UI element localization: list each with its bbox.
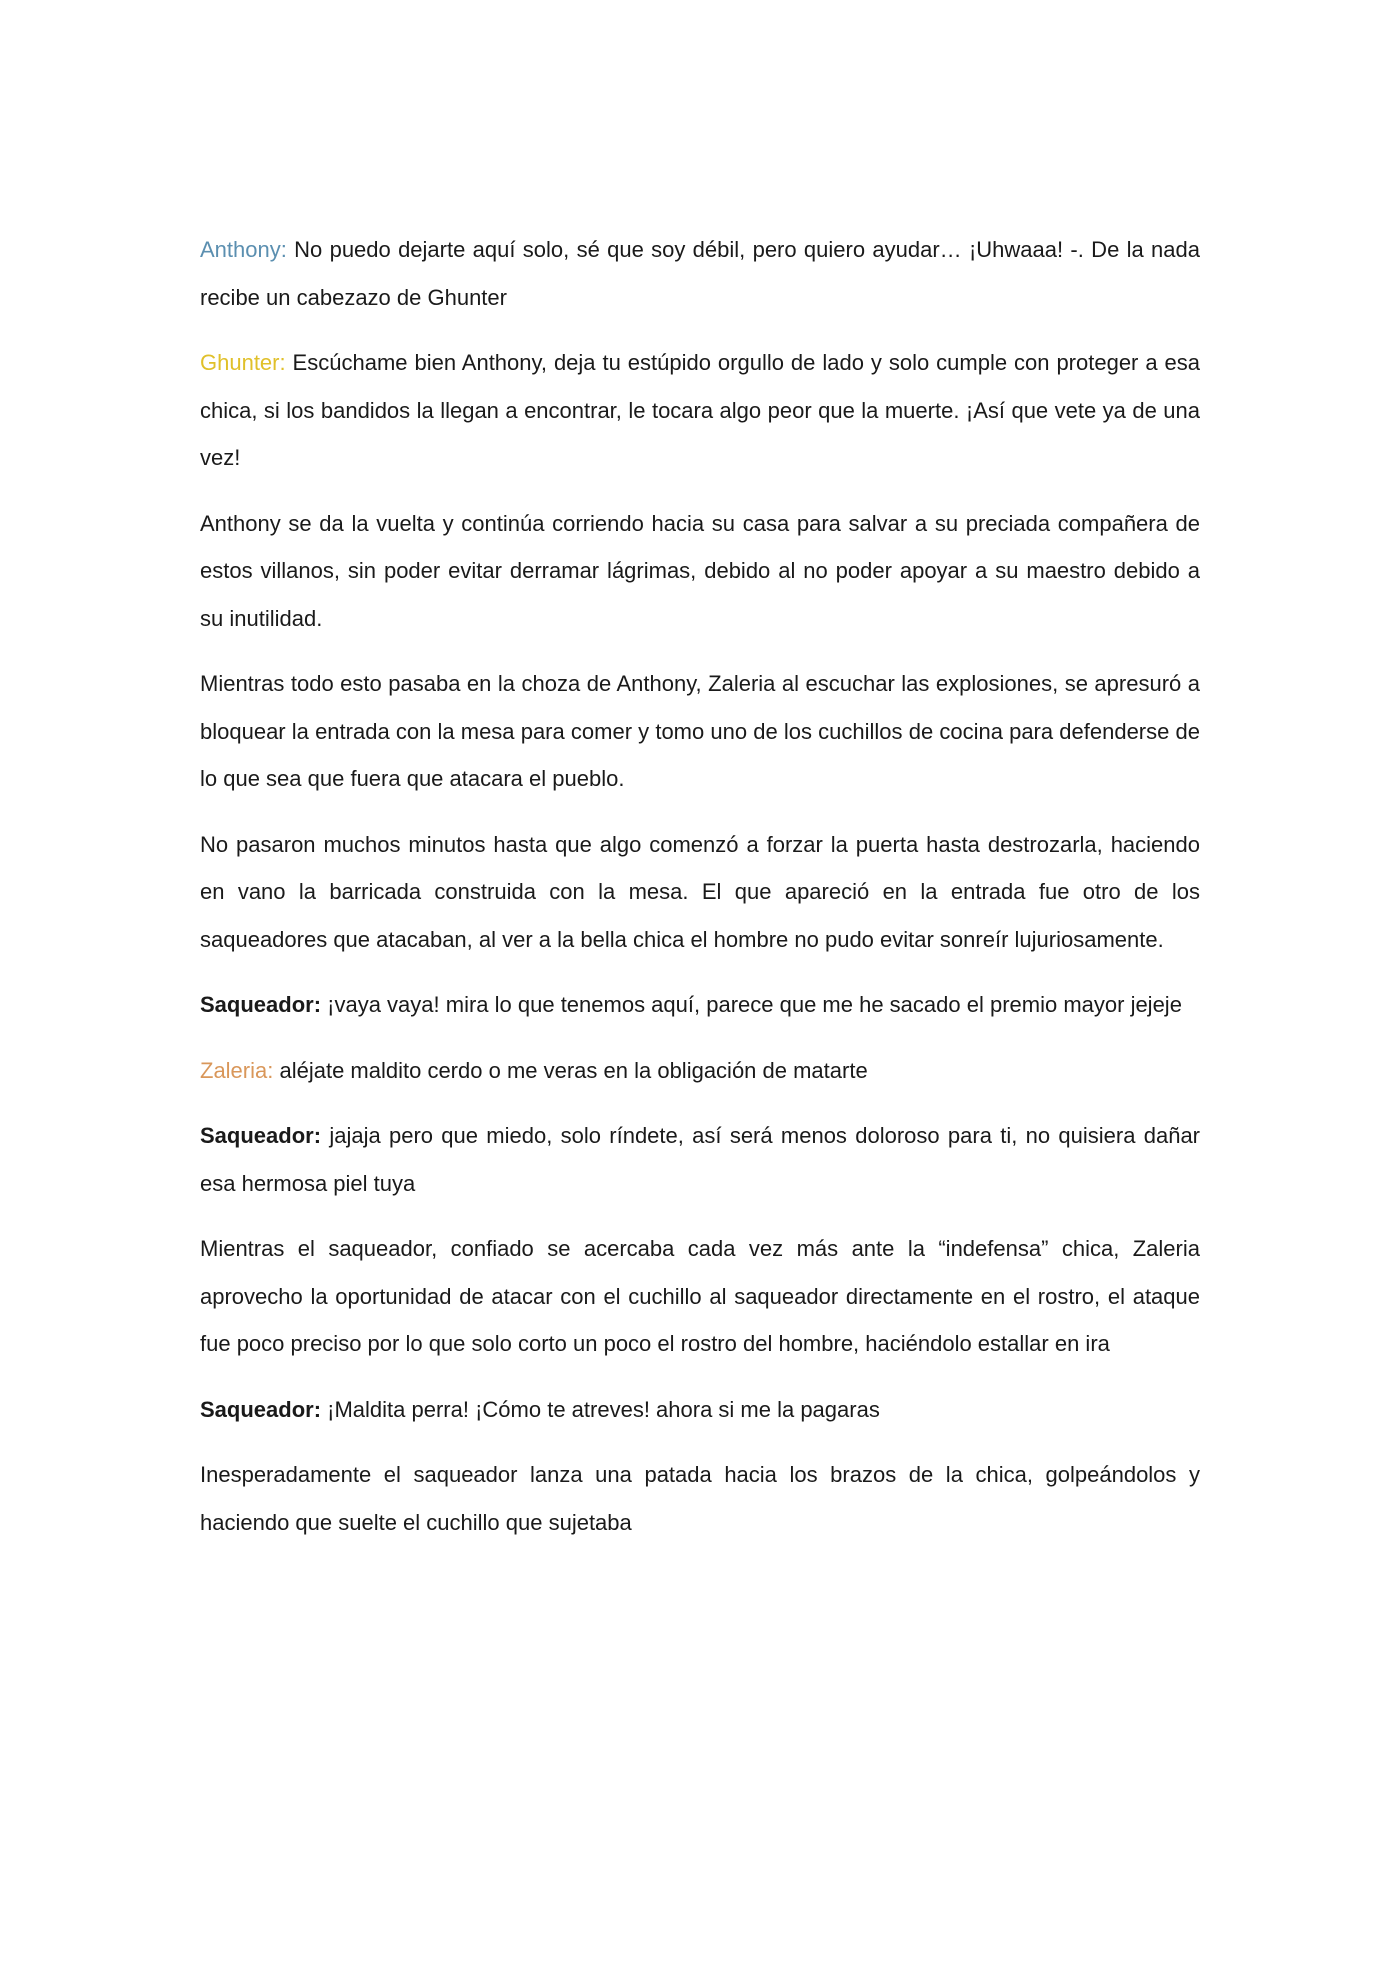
paragraph-text: Inesperadamente el saqueador lanza una patada hacia los brazos de la chica, golpeándolos y haciendo que suelte el cuchillo que sujetaba (200, 1462, 1200, 1535)
speaker-name: Saqueador: (200, 1396, 322, 1422)
paragraph-text: jajaja pero que miedo, solo ríndete, así será menos doloroso para ti, no quisiera dañar esa hermosa piel tuya (200, 1123, 1200, 1196)
document-body (200, 226, 1200, 1564)
narration-paragraph (200, 1451, 1200, 1546)
dialogue-paragraph (200, 339, 1200, 482)
paragraph-text: Mientras el saqueador, confiado se acercaba cada vez más ante la “indefensa” chica, Zaleria aprovecho la oportunidad de atacar con el cuchillo al saqueador directamente en el rostro, el ataque fue poco preciso por lo que solo corto un poco el rostro del hombre, haciéndolo estallar en ira (200, 1236, 1200, 1356)
speaker-name: Zaleria: (200, 1057, 274, 1083)
speaker-name: Saqueador: (200, 992, 322, 1017)
narration-paragraph (200, 821, 1200, 964)
dialogue-paragraph (200, 1112, 1200, 1207)
dialogue-paragraph (200, 1386, 1200, 1434)
paragraph-text: No pasaron muchos minutos hasta que algo comenzó a forzar la puerta hasta destrozarla, haciendo en vano la barricada construida con la mesa. El que apareció en la entrada fue otro de los saqueadores que atacaban, al ver a la bella chica el hombre no pudo evitar sonreír lujuriosamente. (200, 831, 1200, 952)
paragraph-text: Escúchame bien Anthony, deja tu estúpido orgullo de lado y solo cumple con proteger a esa chica, si los bandidos la llegan a encontrar, le tocara algo peor que la muerte. ¡Así que vete ya de una vez! (200, 350, 1200, 470)
speaker-name: Anthony: (200, 237, 287, 262)
dialogue-paragraph (200, 226, 1200, 321)
paragraph-text: aléjate maldito cerdo o me veras en la obligación de matarte (273, 1057, 868, 1083)
dialogue-paragraph (200, 981, 1200, 1029)
paragraph-text: Anthony se da la vuelta y continúa corriendo hacia su casa para salvar a su preciada compañera de estos villanos, sin poder evitar derramar lágrimas, debido al no poder apoyar a su maestro debido a su inutilidad. (200, 510, 1200, 631)
dialogue-paragraph (200, 1047, 1200, 1095)
paragraph-text: ¡Maldita perra! ¡Cómo te atreves! ahora si me la pagaras (321, 1396, 880, 1422)
speaker-name: Saqueador: (200, 1123, 322, 1148)
narration-paragraph (200, 1225, 1200, 1368)
speaker-name: Ghunter: (200, 350, 286, 375)
paragraph-text: No puedo dejarte aquí solo, sé que soy débil, pero quiero ayudar… ¡Uhwaaa! -. De la nada recibe un cabezazo de Ghunter (200, 237, 1200, 310)
narration-paragraph (200, 660, 1200, 803)
paragraph-text: ¡vaya vaya! mira lo que tenemos aquí, parece que me he sacado el premio mayor jejeje (321, 992, 1182, 1017)
paragraph-text: Mientras todo esto pasaba en la choza de Anthony, Zaleria al escuchar las explosiones, se apresuró a bloquear la entrada con la mesa para comer y tomo uno de los cuchillos de cocina para defenderse de lo que sea que fuera que atacara el pueblo. (200, 671, 1200, 791)
narration-paragraph (200, 500, 1200, 643)
